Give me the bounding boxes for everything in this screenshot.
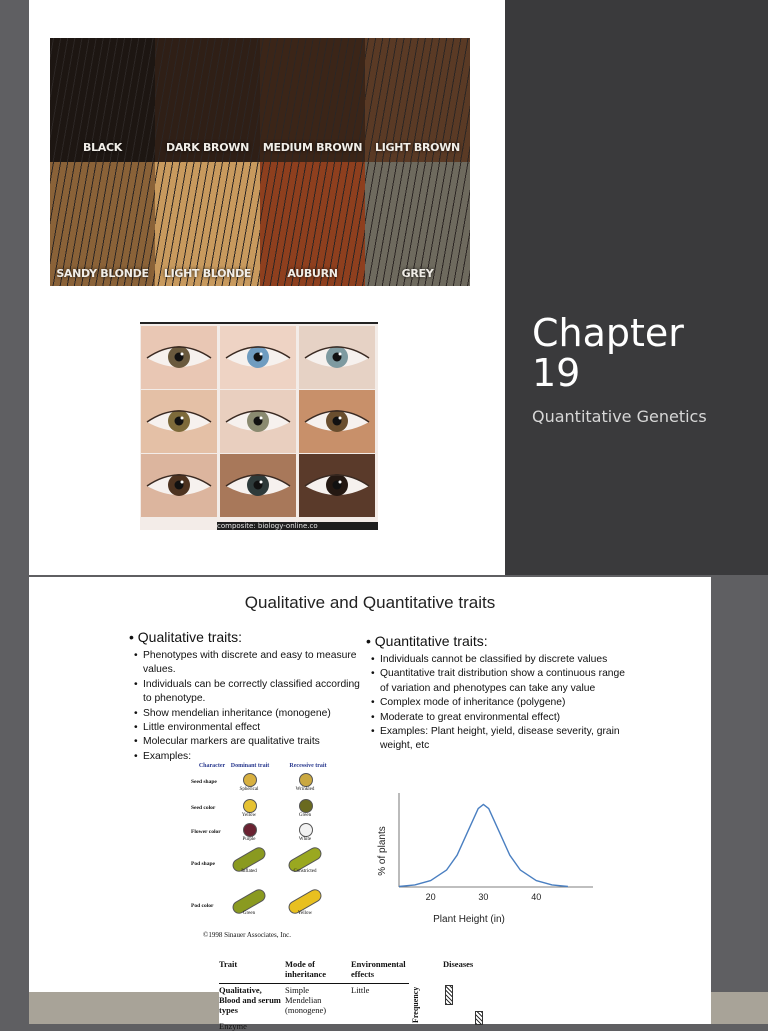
- bullet-item: • Quantitative trait distribution show a continuous range of variation and phenotypes can take any value: [366, 667, 626, 696]
- bullet-item: • Individuals can be correctly classified according to phenotype.: [129, 678, 364, 707]
- bullet-item: • Little environmental effect: [129, 721, 364, 735]
- qualitative-heading: [129, 629, 364, 645]
- mendel-row-label: Flower color: [191, 829, 221, 835]
- series-line: [399, 804, 568, 886]
- eye-color-grid: [140, 322, 378, 530]
- eye-photo: [220, 454, 296, 517]
- table-header-mode: Mode of inheritance: [285, 959, 327, 979]
- table-cell-partial: Enzyme: [219, 1021, 247, 1031]
- hair-swatch: [365, 162, 470, 286]
- table-cell-env: Little: [351, 985, 370, 995]
- chapter-title-line1: Chapter: [532, 311, 684, 355]
- table-header-diseases: Diseases: [443, 959, 474, 969]
- mendel-dominant-label: Inflated: [241, 869, 257, 874]
- hair-swatch-label: AUBURN: [287, 267, 338, 280]
- mendel-recessive-label: Wrinkled: [295, 787, 315, 792]
- eye-photo: [299, 454, 375, 517]
- chapter-title-line2: 19: [532, 351, 581, 395]
- hair-swatch: [365, 38, 470, 162]
- hair-swatch: [155, 162, 260, 286]
- quantitative-list: [366, 653, 626, 754]
- pea-recessive-illustration: [299, 773, 313, 787]
- mendel-dominant-label: Green: [242, 911, 256, 916]
- mendel-row-label: Seed shape: [191, 779, 217, 785]
- bullet-item: • Individuals cannot be classified by discrete values: [366, 653, 626, 667]
- bullet-item: • Complex mode of inheritance (polygene): [366, 696, 626, 710]
- chapter-subtitle: Quantitative Genetics: [532, 407, 707, 426]
- bullet-item: • Show mendelian inheritance (monogene): [129, 707, 364, 721]
- x-axis-label: Plant Height (in): [433, 914, 505, 925]
- table-header-env: Environmental effects: [351, 959, 406, 979]
- disease-bar-2: [475, 1011, 483, 1025]
- mendel-dominant-label: Spherical: [239, 787, 259, 792]
- x-tick-label: 40: [531, 892, 542, 902]
- hair-swatch-label: LIGHT BROWN: [375, 141, 460, 154]
- x-tick-label: 20: [425, 892, 436, 902]
- eye-photo: [220, 390, 296, 453]
- hair-swatch: [50, 38, 155, 162]
- eye-photo: [141, 326, 217, 389]
- slide-title: Qualitative and Quantitative traits: [244, 593, 496, 612]
- chapter-title: [532, 313, 684, 393]
- mendel-traits-figure: [191, 763, 337, 943]
- qualitative-bullet: •: [129, 629, 138, 645]
- mendel-dominant-label: Purple: [242, 837, 256, 842]
- eyes-caption: composite: biology-online.co: [217, 522, 378, 530]
- table-cell-mode: Simple Mendelian (monogene): [285, 985, 327, 1015]
- mendel-copyright: ©1998 Sinauer Associates, Inc.: [203, 931, 291, 939]
- frequency-label: Frequency: [411, 987, 420, 1023]
- x-tick-label: 30: [478, 892, 489, 902]
- quantitative-heading: [366, 633, 626, 649]
- bullet-item: • Examples: Plant height, yield, disease severity, grain weight, etc: [366, 725, 626, 754]
- disease-bar-1: [445, 985, 453, 1005]
- table-header-trait: Trait: [219, 959, 238, 969]
- mendel-recessive-label: Constricted: [293, 869, 317, 874]
- quantitative-bullet: •: [366, 633, 375, 649]
- eye-photo: [220, 326, 296, 389]
- quantitative-column: [366, 633, 626, 754]
- mendel-recessive-label: Green: [298, 813, 312, 818]
- hair-swatch: [260, 162, 365, 286]
- table-rule: [219, 983, 409, 984]
- mendel-col-recessive: Recessive trait: [289, 763, 327, 769]
- eye-photo: [141, 390, 217, 453]
- pea-dominant-illustration: [243, 773, 257, 787]
- eye-photo: [299, 390, 375, 453]
- footer-band-left: [29, 992, 219, 1024]
- eye-photo: [141, 454, 217, 517]
- chapter-panel: [505, 0, 768, 575]
- height-distribution-chart: [371, 789, 601, 939]
- mendel-col-dominant: Dominant trait: [230, 763, 270, 769]
- hair-swatch: [50, 162, 155, 286]
- pea-recessive-illustration: [299, 799, 313, 813]
- hair-swatch-label: DARK BROWN: [165, 141, 249, 154]
- hair-swatch-label: MEDIUM BROWN: [262, 141, 363, 154]
- table-cell-trait: Qualitative, Blood and serum types: [219, 985, 281, 1015]
- y-axis-label: % of plants: [377, 826, 388, 876]
- mendel-recessive-label: Yellow: [297, 911, 313, 916]
- mendel-dominant-label: Yellow: [241, 813, 257, 818]
- mendel-row-label: Pod shape: [191, 861, 215, 867]
- eye-photo: [299, 326, 375, 389]
- bullet-item: • Molecular markers are qualitative traits: [129, 735, 364, 749]
- frequency-axis: [411, 987, 421, 1023]
- hair-color-swatches: [50, 38, 470, 286]
- bullet-item: • Examples:: [129, 750, 364, 764]
- hair-swatch: [260, 38, 365, 162]
- bullet-item: • Phenotypes with discrete and easy to measure values.: [129, 649, 364, 678]
- qualitative-heading-text: Qualitative traits:: [137, 629, 243, 645]
- bullet-item: • Moderate to great environmental effect): [366, 711, 626, 725]
- pea-dominant-illustration: [243, 799, 257, 813]
- hair-swatch-label: GREY: [401, 267, 434, 280]
- traits-slide: [29, 577, 711, 1031]
- qualitative-column: [129, 629, 364, 764]
- quantitative-heading-text: Quantitative traits:: [374, 633, 488, 649]
- mendel-recessive-label: White: [298, 837, 312, 842]
- hair-swatch-label: SANDY BLONDE: [56, 267, 149, 280]
- hair-swatch-label: LIGHT BLONDE: [163, 267, 252, 280]
- pea-recessive-illustration: [299, 823, 313, 837]
- mendel-row-label: Pod color: [191, 903, 214, 909]
- hair-swatch-label: BLACK: [82, 141, 122, 154]
- hair-swatch: [155, 38, 260, 162]
- qualitative-list: [129, 649, 364, 764]
- footer-band-right: [711, 992, 768, 1024]
- mendel-col-character: Character: [198, 763, 226, 769]
- mendel-row-label: Seed color: [191, 805, 216, 811]
- pea-dominant-illustration: [243, 823, 257, 837]
